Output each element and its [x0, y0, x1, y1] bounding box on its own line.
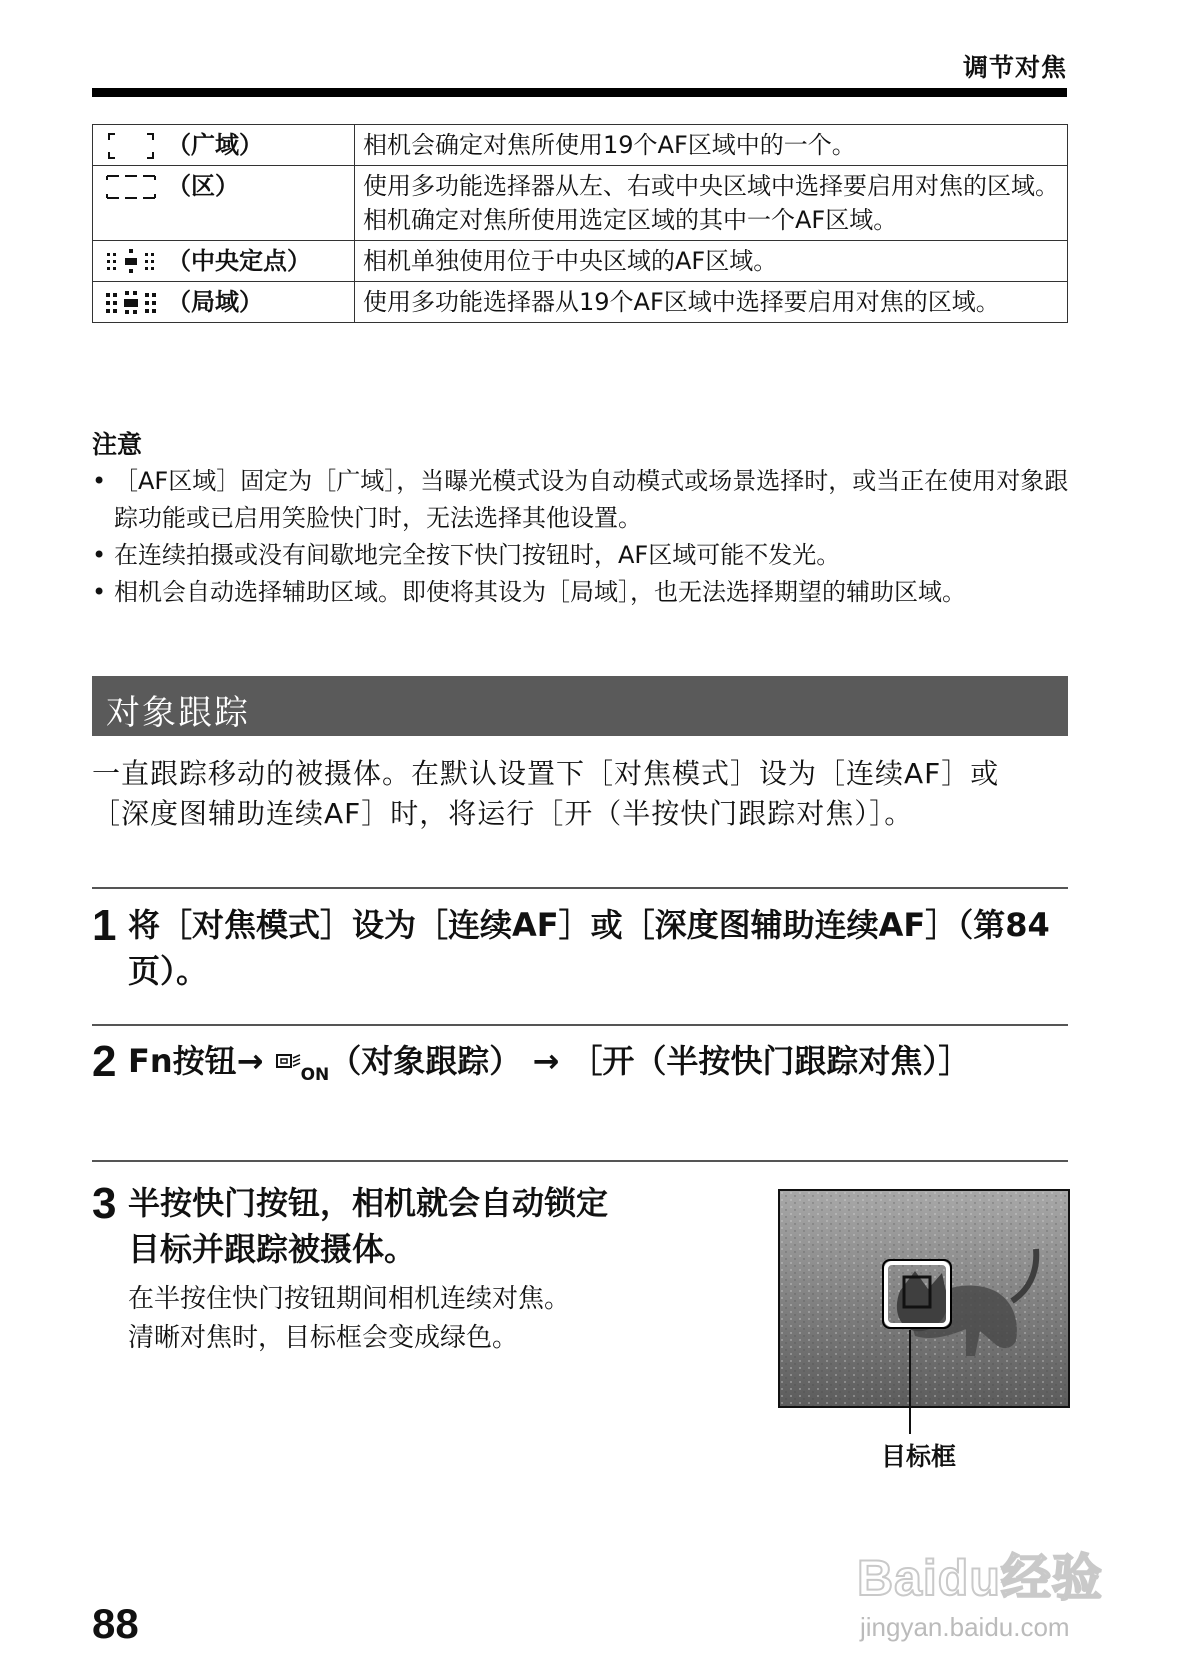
- table-row: [93, 282, 1068, 323]
- center-spot-icon: [101, 247, 161, 277]
- table-cell: [93, 241, 355, 282]
- center-spot-description: 相机单独使用位于中央区域的AF区域。: [355, 241, 1068, 282]
- divider: [92, 1160, 1068, 1162]
- note-text: ［AF区域］固定为［广域］，当曝光模式设为自动模式或场景选择时，或当正在使用对象跟踪功能或已启用笑脸快门时，无法选择其他设置。: [114, 467, 1069, 532]
- zone-area-description: 使用多功能选择器从左、右或中央区域中选择要启用对焦的区域。相机确定对焦所使用选定区域的其中一个AF区域。: [355, 166, 1068, 241]
- note-item: [92, 574, 1072, 611]
- local-area-label: （局域）: [167, 288, 263, 316]
- table-row: [93, 241, 1068, 282]
- page-header-title: 调节对焦: [962, 53, 1067, 82]
- notes-title: 注意: [92, 430, 143, 459]
- bullet-icon: •: [92, 467, 107, 495]
- note-text: 在连续拍摄或没有间歇地完全按下快门按钮时，AF区域可能不发光。: [114, 541, 841, 569]
- table-cell: [93, 125, 355, 166]
- step-1: [92, 902, 1068, 1002]
- step-number: 1: [92, 901, 117, 950]
- table-cell: [93, 282, 355, 323]
- step-text: 半按快门按钮，相机就会自动锁定目标并跟踪被摄体。: [128, 1184, 609, 1268]
- baidu-watermark-url: jingyan.baidu.com: [860, 1612, 1070, 1642]
- center-spot-label: （中央定点）: [167, 247, 311, 275]
- step-text: [128, 1038, 1068, 1098]
- table-row: [93, 125, 1068, 166]
- section-title: 对象跟踪: [106, 693, 250, 733]
- divider: [92, 887, 1068, 889]
- note-text: 相机会自动选择辅助区域。即使将其设为［局域］，也无法选择期望的辅助区域。: [114, 578, 966, 606]
- step-number: 2: [92, 1037, 117, 1086]
- wide-area-description: 相机会确定对焦所使用19个AF区域中的一个。: [355, 125, 1068, 166]
- notes-block: [92, 426, 1072, 611]
- zone-area-icon: [101, 172, 161, 202]
- step-subtext: 在半按住快门按钮期间相机连续对焦。清晰对焦时，目标框会变成绿色。: [128, 1284, 571, 1353]
- menu-value: ［开（半按快门跟踪对焦）］: [570, 1042, 971, 1080]
- table-row: [93, 166, 1068, 241]
- callout-line: [909, 1330, 911, 1434]
- step-number: 3: [92, 1179, 117, 1228]
- zone-area-label: （区）: [167, 172, 239, 200]
- object-tracking-label: （对象跟踪）: [329, 1042, 522, 1080]
- section-header: [92, 676, 1068, 736]
- step-2: [92, 1038, 1068, 1138]
- step-text: 将［对焦模式］设为［连续AF］或［深度图辅助连续AF］（第84页）。: [128, 906, 1050, 990]
- photo-image: [780, 1191, 1068, 1406]
- figure-caption: 目标框: [881, 1442, 957, 1471]
- note-item: [92, 537, 1072, 574]
- header-rule: [92, 88, 1067, 97]
- cat-tracking-photo: [778, 1189, 1070, 1408]
- object-tracking-icon: [275, 1052, 301, 1074]
- fn-button-label: Fn按钮: [128, 1042, 237, 1080]
- local-area-description: 使用多功能选择器从19个AF区域中选择要启用对焦的区域。: [355, 282, 1068, 323]
- arrow-icon: →: [236, 1042, 264, 1080]
- bullet-icon: •: [92, 578, 107, 606]
- object-tracking-icon-sub: ON: [300, 1065, 330, 1085]
- section-intro: 一直跟踪移动的被摄体。在默认设置下［对焦模式］设为［连续AF］或［深度图辅助连续AF］时，将运行［开（半按快门跟踪对焦）］。: [92, 757, 1000, 830]
- divider: [92, 1024, 1068, 1026]
- page-number: 88: [92, 1600, 139, 1647]
- arrow-icon: →: [532, 1042, 560, 1080]
- wide-area-label: （广域）: [167, 131, 263, 159]
- baidu-watermark-logo: Baidu经验: [857, 1550, 1103, 1606]
- af-area-table: [92, 124, 1068, 323]
- table-cell: [93, 166, 355, 241]
- bullet-icon: •: [92, 541, 107, 569]
- local-area-icon: [101, 288, 161, 318]
- wide-area-icon: [101, 131, 161, 161]
- note-item: [92, 463, 1072, 537]
